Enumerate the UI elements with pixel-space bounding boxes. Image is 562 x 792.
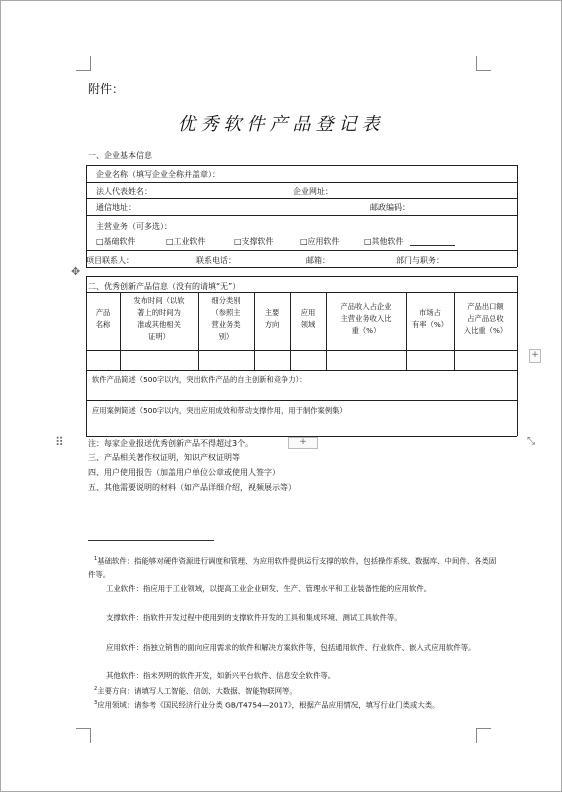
col-header-application-field: 应用 领域	[300, 308, 316, 329]
other-software-blank-line	[410, 245, 455, 246]
option-basic-software[interactable]: □基础软件	[96, 237, 136, 246]
footnote-application-field: $^3$应用领域：请参考《国民经济行业分类 GB/T4754—2017》，根据产品应用情况，填写行业门类或大类。	[94, 700, 440, 710]
footnote-other-software: 其他软件：指未列明的软件开发，如新兴平台软件、信息安全软件等。	[106, 671, 336, 680]
table1-rule	[86, 182, 517, 183]
attachment-label: 附件：	[88, 82, 125, 96]
option-application-software[interactable]: □应用软件	[300, 237, 340, 246]
table1-rule	[86, 198, 517, 199]
table2-rule	[254, 292, 255, 370]
company-name-field[interactable]: 企业名称（填写企业全称并盖章）：	[96, 170, 220, 179]
footnote-main-direction: $^2$主要方向：请填写人工智能、信创、大数据、智能物联网等。	[94, 686, 297, 696]
legal-rep-field[interactable]: 法人代表姓名：	[96, 187, 152, 196]
postcode-field[interactable]: 邮政编码：	[370, 203, 410, 212]
footnote-application-software: 应用软件：指独立销售的面向应用需求的软件和解决方案软件等，包括通用软件、行业软件、嵌入式应用软件等。	[106, 643, 476, 652]
table1-rule	[86, 165, 87, 267]
business-label: 主营业务（可多选）：	[96, 222, 172, 231]
resize-handle-icon[interactable]: ⤡	[527, 436, 535, 447]
section5-item: 五、其他需要说明的材料（如产品详细介绍，视频展示等）	[88, 483, 296, 492]
section4-item: 四、用户使用报告（加盖用户单位公章或使用人签字）	[88, 468, 280, 477]
table1-rule	[86, 165, 517, 166]
form-title: 优秀软件产品登记表	[177, 114, 385, 135]
table2-rule	[86, 276, 517, 277]
crop-mark-top-right	[476, 56, 491, 71]
product-description-field[interactable]: 软件产品简述（500字以内，突出软件产品的自主创新和竞争力）：	[92, 375, 307, 384]
table2-rule	[86, 370, 517, 371]
website-field[interactable]: 企业网址：	[293, 187, 333, 196]
table2-rule	[86, 292, 517, 293]
table2-rule	[86, 400, 517, 401]
option-industrial-software[interactable]: □工业软件	[166, 237, 206, 246]
phone-field[interactable]: 联系电话：	[196, 256, 236, 265]
add-row-button[interactable]: +	[529, 349, 541, 363]
table-move-handle-icon[interactable]: ✥	[71, 265, 81, 278]
footnote-separator	[88, 540, 214, 541]
footnote-basic-software: $^1$基础软件：指能够对硬件资源进行调度和管理、为应用软件提供运行支撑的软件，包括操作系统、数据库、中间件、各类固件等。	[88, 556, 497, 579]
footnote-industrial-software: 工业软件：指应用于工业领域，以提高工业企业研发、生产、管理水平和工业装备性能的应用软件。	[106, 584, 432, 593]
option-other-software[interactable]: □其他软件	[364, 237, 404, 246]
col-header-product-name: 产品 名称	[95, 308, 111, 329]
section2-heading: 二、优秀创新产品信息（没有的请填“无”）	[88, 282, 241, 291]
contact-field[interactable]: 项目联系人：	[86, 256, 134, 265]
section3-item: 三、产品相关著作权证明，知识产权证明等	[88, 453, 240, 462]
section1-heading: 一、企业基本信息	[88, 151, 152, 160]
drag-handle-icon[interactable]: ⠿	[55, 435, 63, 449]
application-case-field[interactable]: 应用案例简述（500字以内，突出应用成效和带动支撑作用，用于制作案例集）	[92, 406, 347, 415]
col-header-release-time: 发布时间（以软 著上的时间为 准或其他相关 证明）	[133, 296, 185, 341]
table2-rule	[290, 292, 291, 370]
address-field[interactable]: 通信地址：	[96, 203, 136, 212]
option-support-software[interactable]: □支撑软件	[234, 237, 274, 246]
col-header-subcategory: 细分类别 （参照主 营业务类 别）	[211, 296, 241, 341]
col-header-export-share: 产品出口额 占产品总收 入比重（%）	[463, 302, 508, 335]
table2-rule	[406, 292, 407, 370]
table1-rule	[517, 165, 518, 267]
table1-rule	[86, 215, 517, 216]
col-header-main-direction: 主要 方向	[264, 308, 280, 329]
footnote-support-software: 支撑软件：指软件开发过程中使用到的支撑软件开发的工具和集成环境、测试工具软件等。	[106, 613, 402, 622]
table1-rule	[86, 267, 517, 268]
email-field[interactable]: 邮箱：	[306, 256, 330, 265]
crop-mark-bottom-right	[476, 728, 491, 743]
table2-rule	[86, 276, 87, 436]
table2-rule	[517, 276, 518, 436]
table2-rule	[86, 350, 517, 351]
add-column-button[interactable]: +	[288, 437, 318, 449]
note-limit: 注：每家企业报送优秀创新产品不得超过3个。	[88, 439, 254, 448]
col-header-market-share: 市场占 有率（%）	[411, 308, 449, 329]
col-header-revenue-share: 产品收入占企业 主营业务收入比 重（%）	[340, 302, 392, 335]
dept-field[interactable]: 部门与职务：	[396, 256, 444, 265]
crop-mark-top-left	[76, 56, 91, 71]
table1-rule	[86, 250, 517, 251]
crop-mark-bottom-left	[76, 728, 91, 743]
